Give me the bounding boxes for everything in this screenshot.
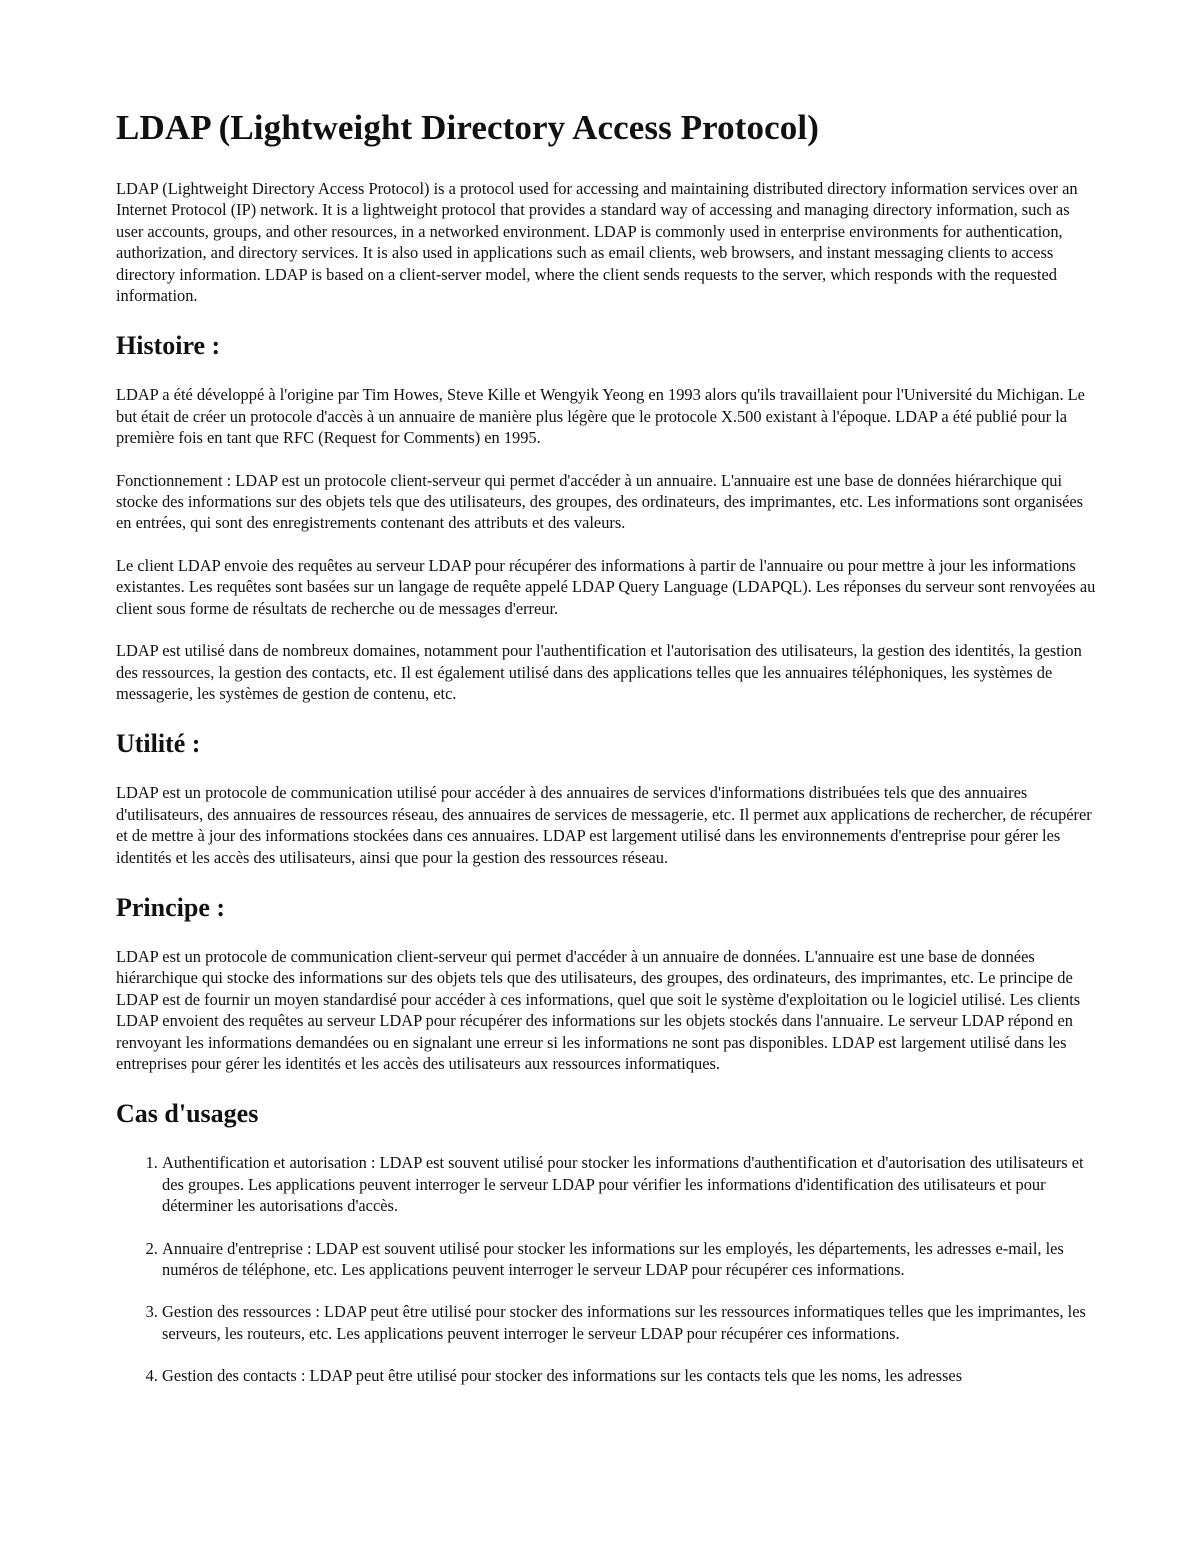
histoire-paragraph-3: Le client LDAP envoie des requêtes au serveur LDAP pour récupérer des informations à partir de l'annuaire ou pour mettre à jour les informations existantes. Les requêtes sont basées sur un langage de requête appelé LDAP Query Language (LDAPQL). Les réponses du serveur sont renvoyées au client sous forme de résultats de recherche ou de messages d'erreur.	[116, 555, 1096, 618]
section-heading-principe: Principe :	[116, 892, 226, 922]
intro-paragraph: LDAP (Lightweight Directory Access Protocol) is a protocol used for accessing and maintaining distributed directory information services over an Internet Protocol (IP) network. It is a lightweight protocol that provides a standard way of accessing and managing directory information, such as user accounts, groups, and other resources, in a networked environment. LDAP is commonly used in enterprise environments for authentication, authorization, and directory services. It is also used in applications such as email clients, web browsers, and instant messaging clients to access directory information. LDAP is based on a client-server model, where the client sends requests to the server, which responds with the requested information.	[116, 179, 1078, 306]
document-page	[116, 104, 1096, 1408]
section-heading-utilite: Utilité :	[116, 729, 201, 759]
list-item: 3. Gestion des ressources : LDAP peut être utilisé pour stocker des informations sur les ressources informatiques telles que les imprimantes, les serveurs, les routeurs, etc. Les applications peuvent interroger le serveur LDAP pour récupérer ces informations.	[162, 1301, 1096, 1344]
page-title: LDAP (Lightweight Directory Access Protocol)	[116, 108, 819, 147]
section-heading-cas-usages: Cas d'usages	[116, 1099, 259, 1129]
utilite-paragraph: LDAP est un protocole de communication utilisé pour accéder à des annuaires de services d'informations distribuées tels que des annuaires d'utilisateurs, des annuaires de ressources réseau, des annuaires de services de messagerie, etc. Il permet aux applications de rechercher, de récupérer et de mettre à jour des informations stockées dans ces annuaires. LDAP est largement utilisé dans les environnements d'entreprise pour gérer les identités et les accès des utilisateurs, ainsi que pour la gestion des ressources réseau.	[116, 783, 1092, 867]
list-item: 4. Gestion des contacts : LDAP peut être utilisé pour stocker des informations sur les contacts tels que les noms, les adresses	[162, 1365, 1096, 1386]
histoire-paragraph-1: LDAP a été développé à l'origine par Tim Howes, Steve Kille et Wengyik Yeong en 1993 alors qu'ils travaillaient pour l'Université du Michigan. Le but était de créer un protocole d'accès à un annuaire de manière plus légère que le protocole X.500 existant à l'époque. LDAP a été publié pour la première fois en tant que RFC (Request for Comments) en 1995.	[116, 385, 1085, 448]
list-item: 1. Authentification et autorisation : LDAP est souvent utilisé pour stocker les informations d'authentification et d'autorisation des utilisateurs et des groupes. Les applications peuvent interroger le serveur LDAP pour vérifier les informations d'identification des utilisateurs et pour déterminer les autorisations d'accès.	[162, 1152, 1096, 1216]
list-item: 2. Annuaire d'entreprise : LDAP est souvent utilisé pour stocker les informations sur les employés, les départements, les adresses e-mail, les numéros de téléphone, etc. Les applications peuvent interroger le serveur LDAP pour récupérer ces informations.	[162, 1238, 1096, 1281]
histoire-paragraph-2: Fonctionnement : LDAP est un protocole client-serveur qui permet d'accéder à un annuaire. L'annuaire est une base de données hiérarchique qui stocke des informations sur des objets tels que des utilisateurs, des groupes, des ordinateurs, des imprimantes, etc. Les informations sont organisées en entrées, qui sont des enregistrements contenant des attributs et des valeurs.	[116, 470, 1084, 533]
principe-paragraph: LDAP est un protocole de communication client-serveur qui permet d'accéder à un annuaire de données. L'annuaire est une base de données hiérarchique qui stocke des informations sur des objets tels que des utilisateurs, des groupes, des ordinateurs, des imprimantes, etc. Le principe de LDAP est de fournir un moyen standardisé pour accéder à ces informations, quel que soit le système d'exploitation ou le logiciel utilisé. Les clients LDAP envoient des requêtes au serveur LDAP pour récupérer des informations sur les objets stockés dans l'annuaire. Le serveur LDAP répond en renvoyant les informations demandées ou en signalant une erreur si les informations ne sont pas disponibles. LDAP est largement utilisé dans les entreprises pour gérer les identités et les accès des utilisateurs aux ressources informatiques.	[116, 946, 1081, 1073]
histoire-paragraph-4: LDAP est utilisé dans de nombreux domaines, notamment pour l'authentification et l'autorisation des utilisateurs, la gestion des identités, la gestion des ressources, la gestion des contacts, etc. Il est également utilisé dans des applications telles que les annuaires téléphoniques, les systèmes de messagerie, les systèmes de gestion de contenu, etc.	[116, 641, 1082, 703]
use-case-list	[116, 1152, 1096, 1386]
section-heading-histoire: Histoire :	[116, 331, 221, 361]
